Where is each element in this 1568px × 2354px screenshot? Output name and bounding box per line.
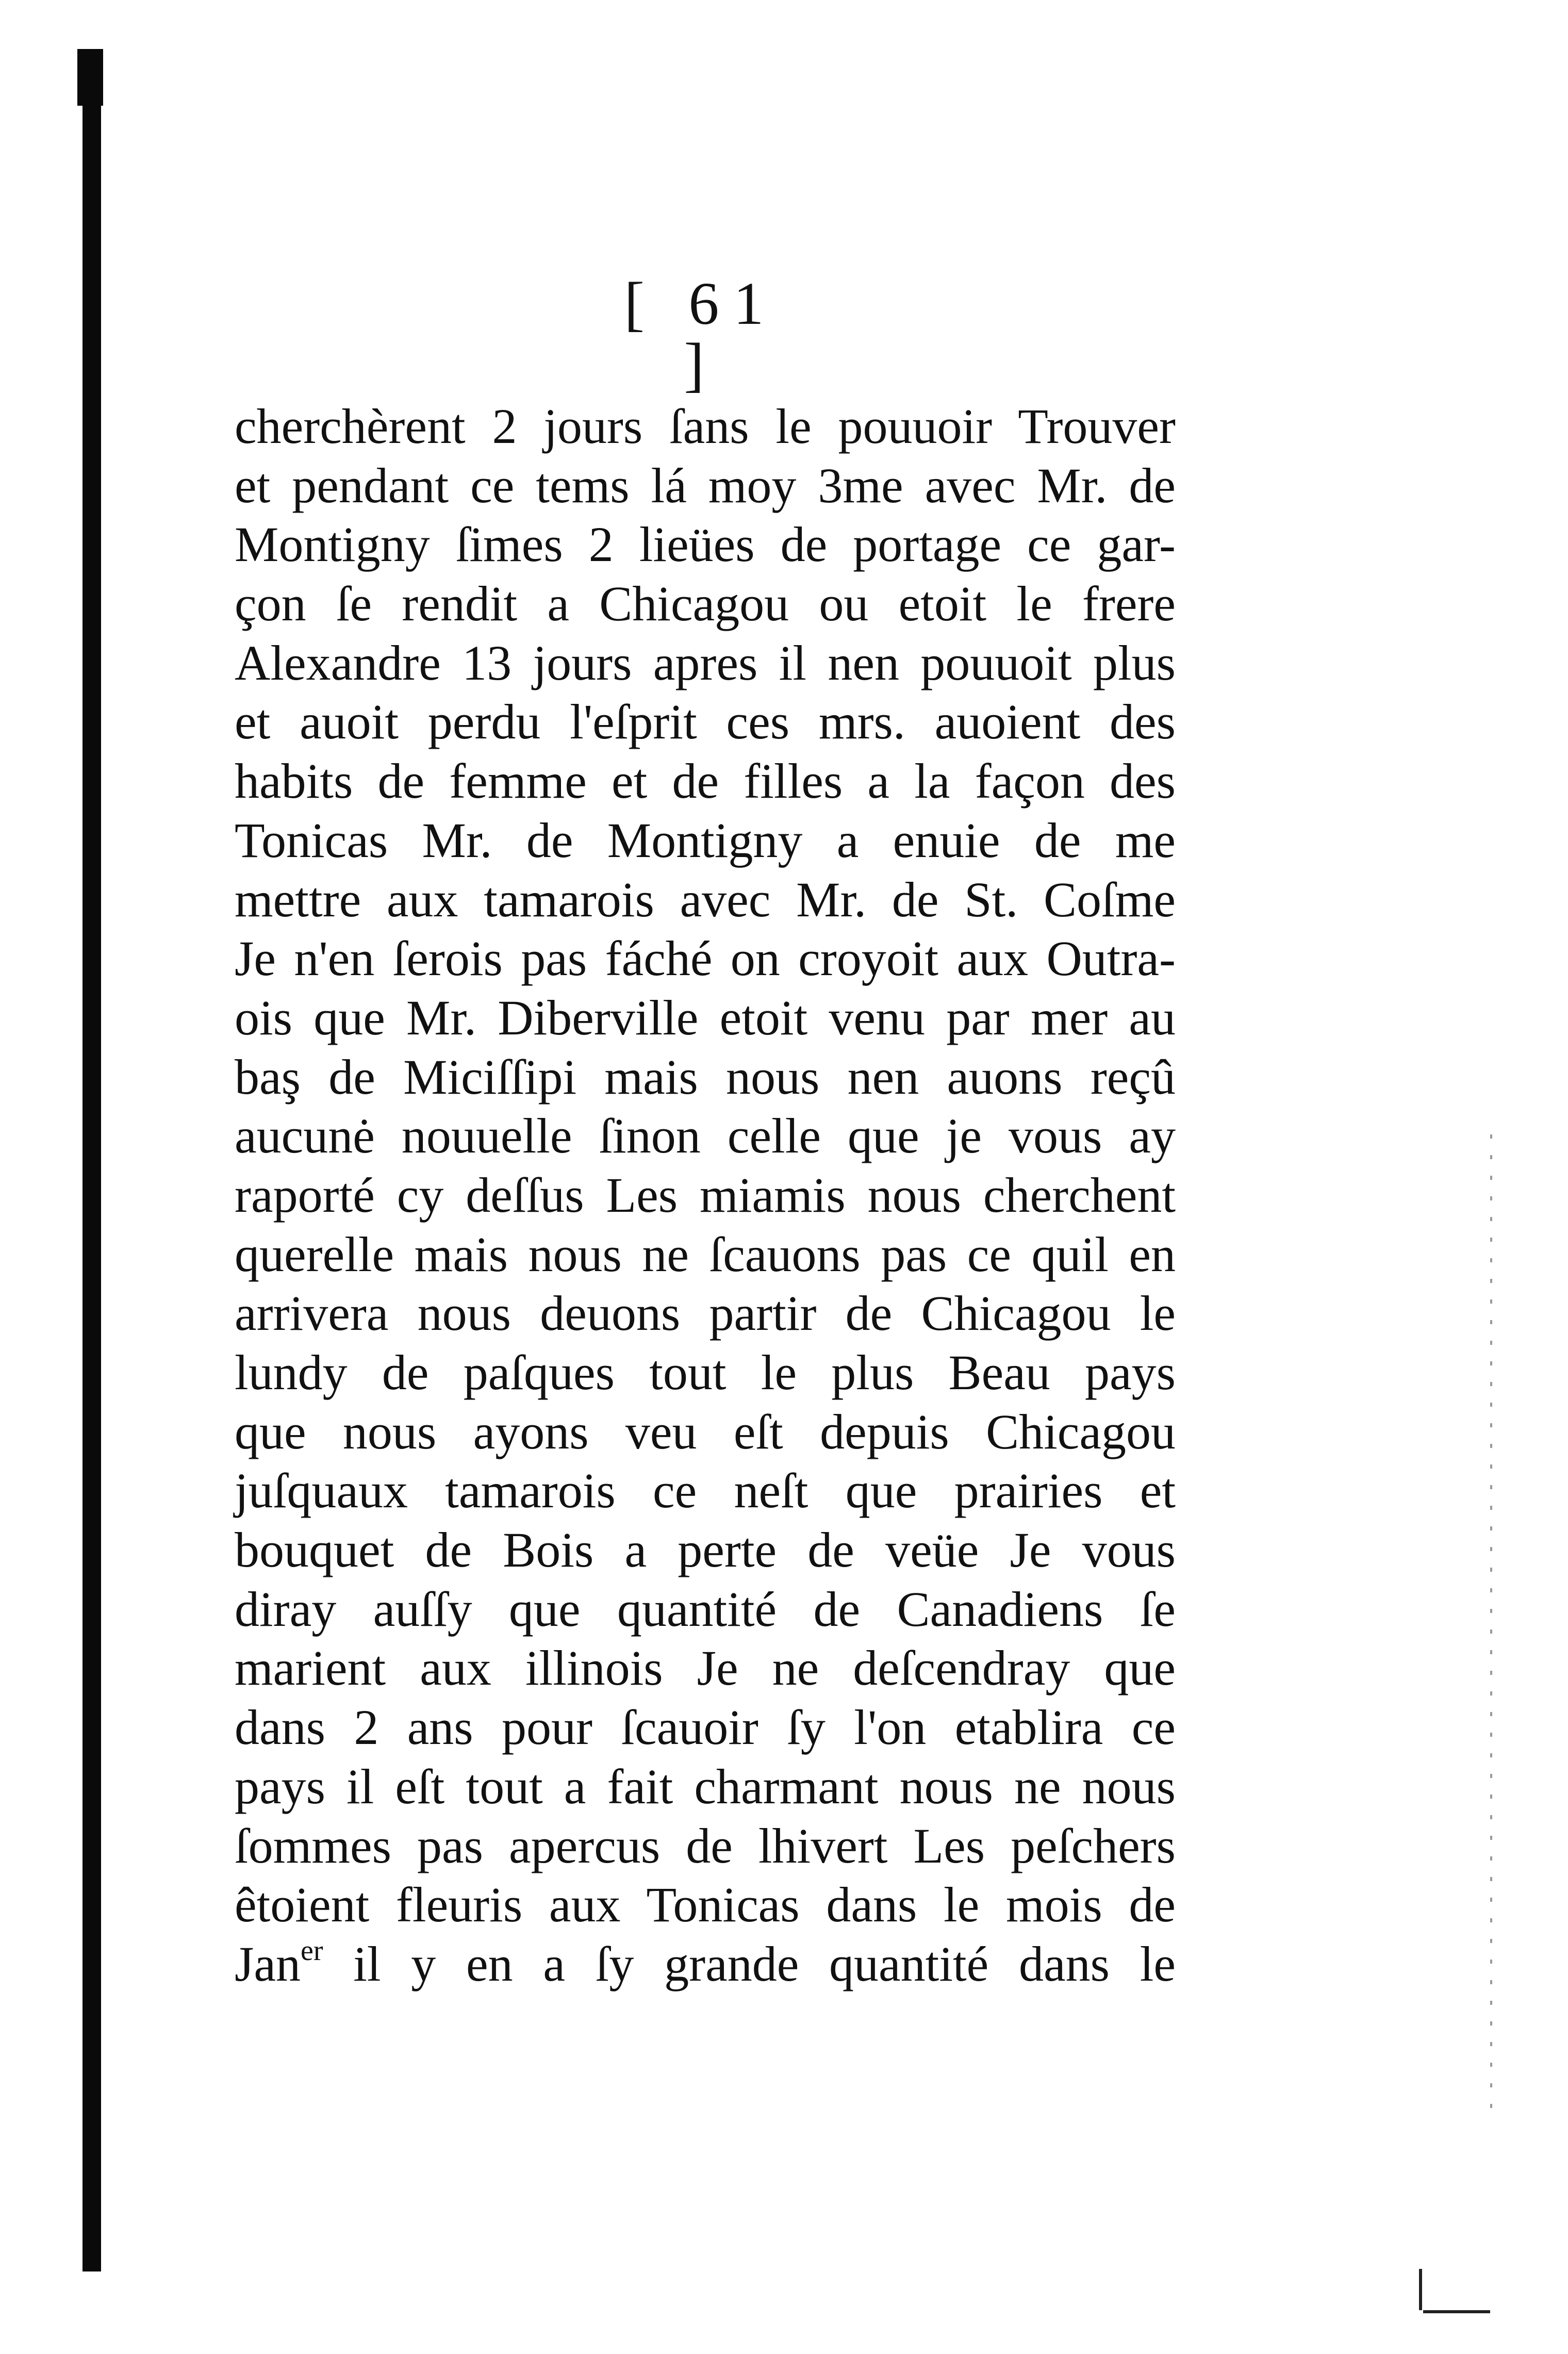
text-line: bouquet de Bois a perte de veüe Je vous [235, 1522, 1176, 1578]
text-line: ſommes pas apercus de lhivert Les peſchers [235, 1818, 1176, 1873]
superscript-abbrev: er [300, 1934, 323, 1967]
text-line: diray auſſy que quantité de Canadiens ſe [235, 1581, 1176, 1637]
scan-binding-edge [82, 49, 101, 2271]
scan-corner-mark-base [1423, 2310, 1490, 2313]
text-line: dans 2 ans pour ſcauoir ſy l'on etablira ce [235, 1700, 1176, 1755]
text-line: Je n'en ſerois pas fáché on croyoit aux Outra- [235, 931, 1176, 986]
text-line: ois que Mr. Diberville etoit venu par mer au [235, 990, 1176, 1045]
text-line: pays il eſt tout a fait charmant nous ne nous [235, 1758, 1176, 1814]
scan-speckle [1490, 1134, 1492, 2114]
body-text [235, 397, 1176, 1994]
text-line: arrivera nous deuons partir de Chicagou le [235, 1286, 1176, 1341]
scan-corner-mark [1419, 2269, 1422, 2310]
text-line: Alexandre 13 jours apres il nen pouuoit plus [235, 635, 1176, 690]
text-line-last-start: Jan [235, 1936, 301, 1991]
text-line-last [235, 1935, 1176, 1994]
text-line: que nous ayons veu eſt depuis Chicagou [235, 1404, 1176, 1459]
scan-binding-edge-top [77, 49, 103, 106]
text-line: et pendant ce tems lá moy 3me avec Mr. de [235, 457, 1176, 513]
text-line: êtoient fleuris aux Tonicas dans le mois de [235, 1877, 1176, 1933]
text-line: et auoit perdu l'eſprit ces mrs. auoient des [235, 694, 1176, 750]
text-line: habits de femme et de filles a la façon des [235, 753, 1176, 809]
text-line-last-rest: il y en a ſy grande quantité dans le [323, 1936, 1176, 1991]
page-number: [ 61 ] [624, 270, 779, 398]
text-line: Tonicas Mr. de Montigny a enuie de me [235, 812, 1176, 868]
text-line: querelle mais nous ne ſcauons pas ce quil en [235, 1226, 1176, 1282]
text-line: baş de Miciſſipi mais nous nen auons reçû [235, 1049, 1176, 1105]
text-line: Montigny ſimes 2 lieües de portage ce gar- [235, 517, 1176, 572]
text-line: raporté cy deſſus Les miamis nous cherchent [235, 1167, 1176, 1223]
text-line: aucunė nouuelle ſinon celle que je vous ay [235, 1108, 1176, 1164]
text-line: marient aux illinois Je ne deſcendray que [235, 1640, 1176, 1696]
text-line: lundy de paſques tout le plus Beau pays [235, 1345, 1176, 1400]
text-line: cherchèrent 2 jours ſans le pouuoir Trouver [235, 399, 1176, 454]
text-line: mettre aux tamarois avec Mr. de St. Coſme [235, 871, 1176, 927]
text-line: çon ſe rendit a Chicagou ou etoit le frere [235, 576, 1176, 632]
text-line: juſquaux tamarois ce neſt que prairies et [235, 1463, 1176, 1519]
